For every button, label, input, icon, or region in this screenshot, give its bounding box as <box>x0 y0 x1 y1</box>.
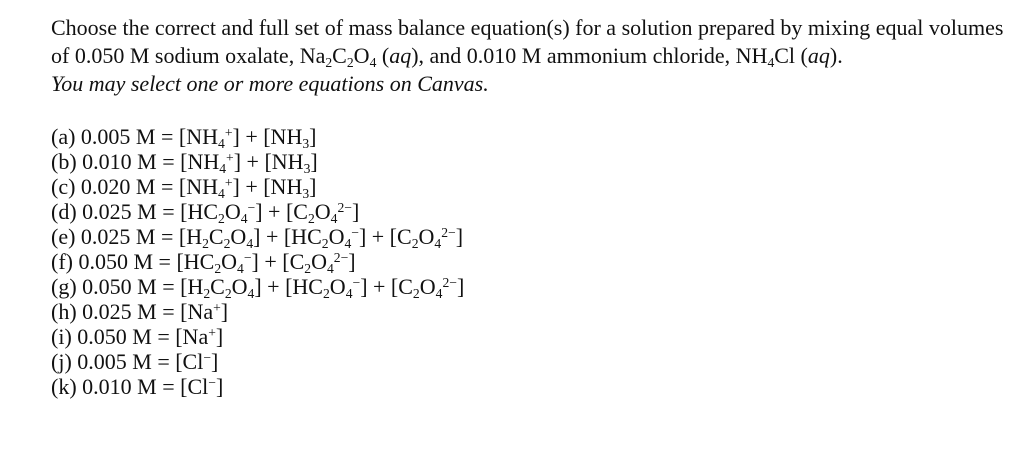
question-text: Choose the correct and full set of mass balance equation(s) for a solution prepared by mixing equal volumes of 0.050 M sodium oxalate, $Na_2C_2O_4$ (aq), and 0.010 M ammonium chloride, $NH_4Cl$ (aq). <box>51 15 1004 70</box>
state-aq: aq <box>807 43 830 68</box>
option-value: 0.010 M <box>82 374 157 399</box>
subscript: 4 <box>767 54 775 70</box>
option-value: 0.005 M <box>80 124 156 149</box>
option-value: 0.025 M <box>80 224 156 249</box>
option-letter: (f) <box>51 249 73 274</box>
option-a[interactable]: (a) 0.005 $M = [NH_4^+] + [NH_3]$ <box>51 124 317 151</box>
option-d[interactable]: (d) 0.025 $M = [HC_2O_4^-] + [C_2O_4^{2-}]$ <box>51 199 360 226</box>
question-note: You may select one or more equations on Canvas. <box>51 71 489 96</box>
question-text-part: , and 0.010 M ammonium chloride, NH <box>418 43 768 68</box>
option-j[interactable]: (j) 0.005 M = [Cl−] <box>51 349 219 374</box>
formula-part: O <box>353 43 370 68</box>
state-aq: aq <box>389 43 412 68</box>
option-b[interactable]: (b) 0.010 $M = [NH_4^+] + [NH_3]$ <box>51 149 318 176</box>
option-letter: (c) <box>51 174 76 199</box>
subscript: 2 <box>325 54 333 70</box>
option-letter: (j) <box>51 349 72 374</box>
formula-part: Cl <box>774 43 796 68</box>
option-letter: (i) <box>51 324 72 349</box>
option-i[interactable]: (i) 0.050 M = [Na+] <box>51 324 224 349</box>
answer-options <box>51 124 1014 399</box>
option-letter: (b) <box>51 149 77 174</box>
option-value: 0.005 M <box>77 349 152 374</box>
option-value: 0.025 M <box>82 199 157 224</box>
option-letter: (a) <box>51 124 76 149</box>
option-letter: (h) <box>51 299 77 324</box>
question-text-part: Choose the correct and full set of mass balance equation(s) for a solution prepared by mixing equal volumes of 0.050 M sodium oxalate, Na <box>51 15 1004 68</box>
option-letter: (g) <box>51 274 77 299</box>
option-letter: (e) <box>51 224 76 249</box>
option-value: 0.025 M <box>82 299 157 324</box>
option-g[interactable]: (g) 0.050 $M = [H_2C_2O_4] + [HC_2O_4^-] + [C_2O_4^{2-}]$ <box>51 274 465 301</box>
option-value: 0.050 M <box>82 274 157 299</box>
option-h[interactable]: (h) 0.025 M = [Na+] <box>51 299 229 324</box>
subscript: 4 <box>369 54 377 70</box>
option-value: 0.020 M <box>80 174 156 199</box>
formula-part: C <box>332 43 347 68</box>
option-letter: (k) <box>51 374 77 399</box>
subscript: 2 <box>346 54 354 70</box>
option-f[interactable]: (f) 0.050 $M = [HC_2O_4^-] + [C_2O_4^{2-}]$ <box>51 249 356 276</box>
option-value: 0.050 M <box>77 324 152 349</box>
option-c[interactable]: (c) 0.020 $M = [NH_4^+] + [NH_3]$ <box>51 174 317 201</box>
option-e[interactable]: (e) 0.025 $M = [H_2C_2O_4] + [HC_2O_4^-] + [C_2O_4^{2-}]$ <box>51 224 464 251</box>
option-k[interactable]: (k) 0.010 M = [Cl−] <box>51 374 224 399</box>
option-letter: (d) <box>51 199 77 224</box>
option-value: 0.050 M <box>78 249 154 274</box>
question-text-part: ). <box>829 43 843 68</box>
option-value: 0.010 M <box>82 149 157 174</box>
